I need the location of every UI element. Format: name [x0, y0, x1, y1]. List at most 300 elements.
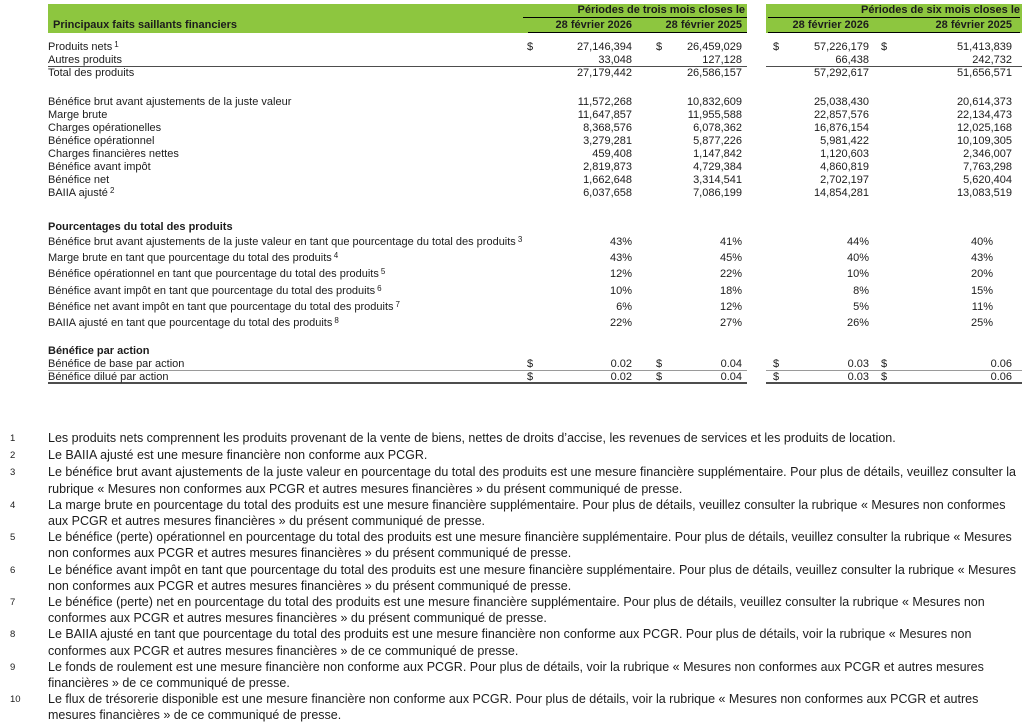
column-gap: [747, 299, 766, 315]
dollar-sign: [766, 315, 780, 331]
header-rule-six-months: [768, 17, 1020, 18]
cell-value: 57,292,617: [813, 67, 869, 79]
column-gap: [747, 148, 766, 161]
row-label-text: Autres produits: [48, 54, 122, 66]
dollar-sign: [766, 161, 780, 174]
cell-value: 8,368,576: [583, 122, 632, 134]
footnote-text: Le fonds de roulement est une mesure financière non conforme aux PCGR. Pour plus de détails, voir la rubrique « Mesures non conformes aux PCGR et autres mesures financières » de ce communiqué de presse.: [48, 659, 984, 691]
row-label: [48, 283, 520, 299]
dollar-sign: [632, 315, 662, 331]
footnote: [0, 447, 1022, 464]
cell-value: 11,647,857: [577, 109, 632, 121]
cell-value: 3,314,541: [693, 174, 742, 186]
dollar-sign: [869, 109, 899, 122]
row-label: [48, 174, 520, 187]
dollar-sign: [632, 266, 662, 282]
cell-value: 20%: [970, 268, 993, 281]
table-row: [48, 135, 1022, 148]
footnote: [0, 659, 1022, 691]
column-gap: [747, 67, 766, 80]
dollar-sign: [632, 54, 662, 67]
cell-value: 33,048: [534, 54, 632, 67]
cell-value: 22,857,576: [813, 109, 869, 121]
row-label-text: Charges financières nettes: [48, 148, 179, 160]
cell-value: [662, 345, 747, 358]
dollar-sign: [869, 122, 899, 135]
row-label-text: Bénéfice dilué par action: [48, 371, 169, 384]
dollar-sign: [632, 148, 662, 161]
dollar-sign: $: [527, 41, 534, 53]
cell-value: 5,620,404: [963, 174, 1012, 186]
column-gap: [747, 122, 766, 135]
footnote: [0, 529, 1022, 561]
cell-value: 12,025,168: [956, 122, 1012, 134]
dollar-sign: [632, 109, 662, 122]
cell-value: 3,279,281: [583, 135, 632, 147]
column-gap: [747, 358, 766, 371]
column-gap: [747, 187, 766, 200]
dollar-sign: $: [520, 358, 534, 371]
dollar-sign: [869, 266, 899, 282]
dollar-sign: [632, 161, 662, 174]
dollar-sign: [766, 135, 780, 148]
row-label-text: Bénéfice opérationnel: [48, 135, 155, 147]
table-row: [48, 54, 1022, 67]
dollar-sign: [766, 122, 780, 135]
dollar-sign: [869, 315, 899, 331]
dollar-sign: $: [766, 371, 780, 384]
dollar-sign: [632, 96, 662, 109]
cell-value: 6%: [616, 300, 632, 313]
table-row: [48, 266, 1022, 282]
table-row: [48, 187, 1022, 200]
dollar-sign: [632, 221, 662, 234]
cell-value: 4,860,819: [820, 161, 869, 173]
dollar-sign: [632, 122, 662, 135]
dollar-sign: [869, 283, 899, 299]
row-label-text: Pourcentages du total des produits: [48, 221, 233, 233]
column-gap: [747, 174, 766, 187]
section-header-row: [48, 345, 1022, 358]
column-gap: [747, 161, 766, 174]
dollar-sign: [869, 54, 899, 67]
dollar-sign: [869, 67, 899, 80]
row-label-text: Bénéfice brut avant ajustements de la juste valeur en tant que pourcentage du total des produits: [48, 236, 516, 248]
dollar-sign: [520, 266, 534, 282]
cell-value: 10%: [609, 284, 632, 297]
dollar-sign: [520, 109, 534, 122]
footnote-text: Le bénéfice (perte) opérationnel en pourcentage du total des produits est une mesure financière supplémentaire. Pour plus de détails, veuillez consulter la rubrique « Mesures non conformes aux PCGR et autres mesures financières » du présent communiqué de presse.: [48, 530, 1012, 561]
table-row: [48, 315, 1022, 331]
row-label-text: Marge brute: [48, 109, 108, 121]
cell-value: [662, 221, 747, 234]
column-header-h-2025: 28 février 2025: [935, 19, 1012, 31]
dollar-sign: [632, 135, 662, 148]
row-label: [48, 135, 520, 148]
footnote: [0, 430, 1022, 447]
dollar-sign: [520, 315, 534, 331]
cell-value: 51,656,571: [956, 67, 1012, 79]
row-label: [48, 187, 520, 200]
row-label-text: Bénéfice brut avant ajustements de la juste valeur: [48, 96, 292, 108]
dollar-sign: $: [632, 358, 662, 371]
cell-value: 40%: [970, 236, 993, 248]
dollar-sign: [766, 67, 780, 80]
footnote-reference: 1: [114, 40, 119, 49]
row-label: [48, 299, 520, 315]
dollar-sign: [520, 96, 534, 109]
cell-value: 41%: [719, 236, 742, 248]
footnote-reference: 4: [333, 251, 339, 261]
column-gap: [747, 109, 766, 122]
dollar-sign: $: [520, 371, 534, 384]
cell-value: 10%: [846, 268, 869, 281]
period-group-six-months: Périodes de six mois closes le: [861, 4, 1020, 16]
cell-value: 12%: [609, 268, 632, 281]
footnotes-section: [0, 430, 1022, 723]
cell-value: [899, 221, 1022, 234]
dollar-sign: [520, 67, 534, 80]
row-label: [48, 266, 520, 282]
footnote-text: Le flux de trésorerie disponible est une mesure financière non conforme aux PCGR. Pour plus de détails, voir la rubrique « Mesures non conformes aux PCGR et autres mesures financières » de ce communiqué de presse.: [48, 692, 979, 723]
column-header-h-2026: 28 février 2026: [792, 19, 869, 31]
cell-value: 7,763,298: [963, 161, 1012, 173]
cell-value: 45%: [719, 252, 742, 265]
dollar-sign: [869, 174, 899, 187]
dollar-sign: $: [869, 371, 899, 384]
row-label: [48, 161, 520, 174]
cell-value: 44%: [846, 236, 869, 248]
row-label-text: Bénéfice de base par action: [48, 358, 185, 371]
dollar-sign: [520, 187, 534, 200]
cell-value: [780, 345, 869, 358]
dollar-sign: [766, 283, 780, 299]
table-row: [48, 41, 1022, 54]
cell-value: 0.02: [534, 371, 632, 384]
dollar-sign: [632, 345, 662, 358]
column-gap: [747, 41, 766, 54]
cell-value: 5,981,422: [820, 135, 869, 147]
row-label: [48, 358, 520, 371]
cell-value: 0.06: [899, 358, 1022, 371]
cell-value: 0.06: [899, 371, 1022, 384]
cell-value: 8%: [853, 284, 869, 297]
table-row: [48, 299, 1022, 315]
cell-value: 16,876,154: [813, 122, 869, 134]
column-gap: [747, 234, 766, 250]
cell-value: 43%: [609, 252, 632, 265]
dollar-sign: [766, 234, 780, 250]
table-row: [48, 174, 1022, 187]
dollar-sign: $: [773, 41, 780, 53]
cell-value: 26%: [846, 316, 869, 329]
row-label: [48, 148, 520, 161]
financial-table-body: [48, 41, 1022, 384]
cell-value: 2,819,873: [583, 161, 632, 173]
column-header-q-2025: 28 février 2025: [665, 19, 742, 31]
cell-value: 0.02: [534, 358, 632, 371]
footnote-number: 6: [10, 564, 16, 576]
row-label-text: BAIIA ajusté en tant que pourcentage du total des produits: [48, 316, 333, 329]
table-row: [48, 109, 1022, 122]
footnote-reference: 7: [395, 299, 400, 309]
cell-value: 2,702,197: [820, 174, 869, 186]
cell-value: 12%: [719, 300, 742, 313]
table-row: [48, 96, 1022, 109]
footnote-number: 3: [10, 467, 16, 479]
cell-value: 0.03: [780, 358, 869, 371]
dollar-sign: [520, 221, 534, 234]
cell-value: 25%: [970, 316, 993, 329]
dollar-sign: [520, 250, 534, 266]
dollar-sign: [632, 67, 662, 80]
dollar-sign: [766, 250, 780, 266]
cell-value: 20,614,373: [956, 96, 1012, 108]
table-row: [48, 371, 1022, 384]
footnote-text: La marge brute en pourcentage du total des produits est une mesure financière supplémentaire. Pour plus de détails, veuillez consulter la rubrique « Mesures non conformes aux PCGR et autres mesures financières » du présent communiqué de presse.: [48, 497, 1006, 529]
row-label-text: Bénéfice par action: [48, 345, 150, 358]
footnote-reference: 2: [109, 186, 115, 195]
table-title: Principaux faits saillants financiers: [53, 19, 238, 31]
footnote: [0, 562, 1022, 594]
dollar-sign: [766, 109, 780, 122]
cell-value: 26,459,029: [686, 41, 742, 53]
dollar-sign: [766, 221, 780, 234]
cell-value: 14,854,281: [813, 187, 869, 199]
column-gap: [747, 266, 766, 282]
cell-value: 1,120,603: [820, 148, 869, 160]
dollar-sign: [520, 135, 534, 148]
section-header-row: [48, 221, 1022, 234]
column-header-q-2026: 28 février 2026: [555, 19, 632, 31]
dollar-sign: [869, 345, 899, 358]
footnote-reference: 6: [377, 283, 382, 293]
row-label-text: Produits nets: [48, 41, 113, 53]
row-label-text: Bénéfice opérationnel en tant que pourcentage du total des produits: [48, 268, 379, 281]
footnote-reference: 3: [517, 235, 523, 244]
footnote-reference: 5: [380, 267, 386, 277]
table-row: [48, 148, 1022, 161]
footnote-text: Le bénéfice brut avant ajustements de la juste valeur en pourcentage du total des produits est une mesure financière supplémentaire. Pour plus de détails, veuillez consulter la rubrique « Mesures non conformes aux PCGR et autres mesures financières » du présent communiqué de presse.: [48, 465, 1016, 496]
cell-value: [534, 345, 632, 358]
cell-value: 57,226,179: [813, 41, 869, 53]
cell-value: 43%: [609, 236, 632, 248]
cell-value: 40%: [846, 252, 869, 265]
row-label-text: BAIIA ajusté: [48, 187, 108, 199]
column-gap: [747, 345, 766, 358]
header-rule-three-months: [523, 17, 747, 18]
cell-value: 43%: [970, 252, 993, 265]
footnote-text: Le bénéfice avant impôt en tant que pourcentage du total des produits est une mesure financière supplémentaire. Pour plus de détails, veuillez consulter la rubrique « Mesures non conformes aux PCGR et autres mesures financières » du présent communiqué de presse.: [48, 562, 1016, 593]
dollar-sign: [869, 187, 899, 200]
dollar-sign: [869, 148, 899, 161]
row-label: [48, 345, 520, 358]
row-label: [48, 221, 520, 234]
cell-value: 0.03: [780, 371, 869, 384]
dollar-sign: [520, 148, 534, 161]
row-label: [48, 67, 520, 80]
row-label: [48, 96, 520, 109]
dollar-sign: [632, 234, 662, 250]
table-row: [48, 67, 1022, 80]
cell-value: 27,179,442: [576, 67, 632, 79]
dollar-sign: [632, 187, 662, 200]
dollar-sign: [517, 234, 534, 250]
dollar-sign: [632, 250, 662, 266]
row-label: [48, 122, 520, 135]
cell-value: 6,078,362: [693, 122, 742, 134]
row-label: [48, 41, 520, 54]
cell-value: 242,732: [899, 54, 1022, 67]
cell-value: 2,346,007: [963, 148, 1012, 160]
dollar-sign: $: [656, 41, 663, 53]
column-gap: [747, 250, 766, 266]
cell-value: 10,109,305: [956, 135, 1012, 147]
dollar-sign: $: [869, 358, 899, 371]
dollar-sign: [520, 174, 534, 187]
dollar-sign: $: [766, 358, 780, 371]
cell-value: 18%: [719, 284, 742, 297]
column-gap: [747, 283, 766, 299]
dollar-sign: [869, 135, 899, 148]
footnote-text: Les produits nets comprennent les produits provenant de la vente de biens, nettes de droits d’accise, les revenues de services et les produits de location.: [48, 431, 896, 445]
dollar-sign: [766, 54, 780, 67]
footnote-number: 1: [10, 433, 16, 444]
cell-value: 7,086,199: [693, 187, 742, 199]
cell-value: 5%: [853, 300, 869, 313]
footnote: [0, 497, 1022, 529]
dollar-sign: [520, 54, 534, 67]
cell-value: 25,038,430: [813, 96, 869, 108]
cell-value: [780, 221, 869, 234]
row-label-text: Bénéfice avant impôt en tant que pourcentage du total des produits: [48, 284, 376, 297]
row-label: [48, 234, 523, 250]
cell-value: 1,662,648: [583, 174, 632, 186]
footnote-number: 8: [10, 629, 16, 641]
column-gap: [747, 371, 766, 384]
dollar-sign: [632, 174, 662, 187]
cell-value: 11,955,588: [687, 109, 742, 121]
row-label-text: Charges opérationelles: [48, 122, 162, 134]
cell-value: 22,134,473: [956, 109, 1012, 121]
table-row: [48, 250, 1022, 266]
cell-value: 51,413,839: [956, 41, 1012, 53]
dollar-sign: [766, 96, 780, 109]
footnote-number: 4: [10, 499, 16, 511]
column-gap: [747, 135, 766, 148]
dollar-sign: [869, 234, 899, 250]
cell-value: 22%: [609, 316, 632, 329]
table-row: [48, 122, 1022, 135]
table-row: [48, 234, 1022, 250]
row-label-text: Total des produits: [48, 67, 135, 79]
cell-value: 0.04: [662, 371, 747, 384]
dollar-sign: [869, 96, 899, 109]
footnote-text: Le BAIIA ajusté en tant que pourcentage du total des produits est une mesure financière non conforme aux PCGR. Pour plus de détails, voir la rubrique « Mesures non conformes aux PCGR et autres mesures financières » de ce communiqué de presse.: [48, 627, 972, 658]
cell-value: 6,037,658: [583, 187, 632, 199]
row-label-text: Bénéfice avant impôt: [48, 161, 151, 173]
footnote-reference: 8: [334, 315, 339, 325]
period-group-three-months: Périodes de trois mois closes le: [577, 4, 745, 16]
dollar-sign: [520, 345, 534, 358]
row-label: [48, 109, 520, 122]
dollar-sign: [766, 187, 780, 200]
column-gap: [747, 315, 766, 331]
cell-value: 27,146,394: [576, 41, 632, 53]
footnote-number: 5: [10, 532, 16, 544]
row-label: [48, 54, 520, 67]
dollar-sign: [766, 266, 780, 282]
dollar-sign: [520, 299, 534, 315]
dollar-sign: $: [881, 41, 888, 53]
cell-value: 11%: [971, 300, 993, 313]
dollar-sign: [869, 299, 899, 315]
cell-value: 10,832,609: [686, 96, 742, 108]
cell-value: 4,729,384: [693, 161, 742, 173]
column-gap: [747, 221, 766, 234]
dollar-sign: [520, 161, 534, 174]
cell-value: [899, 345, 1022, 358]
dollar-sign: [632, 283, 662, 299]
column-gap: [747, 96, 766, 109]
row-label: [48, 250, 520, 266]
footnote-text: Le bénéfice (perte) net en pourcentage du total des produits est une mesure financière supplémentaire. Pour plus de détails, veuillez consulter la rubrique « Mesures non conformes aux PCGR et autres mesures financières » du présent communiqué de presse.: [48, 595, 985, 626]
row-label-text: Bénéfice net avant impôt en tant que pourcentage du total des produits: [48, 300, 394, 313]
dollar-sign: [520, 122, 534, 135]
dollar-sign: [869, 161, 899, 174]
footnote: [0, 626, 1022, 658]
dollar-sign: [766, 299, 780, 315]
table-row: [48, 161, 1022, 174]
cell-value: [534, 221, 632, 234]
footnote-number: 9: [10, 661, 16, 673]
table-row: [48, 283, 1022, 299]
dollar-sign: [766, 174, 780, 187]
footnote: [0, 594, 1022, 626]
footnote: [0, 691, 1022, 723]
cell-value: 11,572,268: [577, 96, 632, 108]
dollar-sign: [632, 299, 662, 315]
cell-value: 127,128: [662, 54, 747, 67]
cell-value: 0.04: [662, 358, 747, 371]
table-row: [48, 358, 1022, 371]
footnote-number: 10: [10, 694, 21, 706]
row-label: [48, 315, 520, 331]
row-label-text: Bénéfice net: [48, 174, 110, 186]
cell-value: 459,408: [592, 148, 632, 160]
footnote-text: Le BAIIA ajusté est une mesure financière non conforme aux PCGR.: [48, 448, 428, 463]
cell-value: 26,586,157: [686, 67, 742, 79]
dollar-sign: [520, 283, 534, 299]
row-label: [48, 371, 520, 384]
dollar-sign: [766, 345, 780, 358]
cell-value: 66,438: [780, 54, 869, 67]
cell-value: 5,877,226: [693, 135, 742, 147]
cell-value: 27%: [719, 316, 742, 329]
dollar-sign: $: [632, 371, 662, 384]
cell-value: 1,147,842: [693, 148, 742, 160]
row-label-text: Marge brute en tant que pourcentage du total des produits: [48, 252, 332, 265]
cell-value: 13,083,519: [956, 187, 1012, 199]
footnote-number: 7: [10, 597, 16, 609]
footnote: [0, 464, 1022, 496]
dollar-sign: [869, 250, 899, 266]
dollar-sign: [869, 221, 899, 234]
cell-value: 15%: [970, 284, 993, 297]
dollar-sign: [766, 148, 780, 161]
column-gap: [747, 54, 766, 67]
cell-value: 22%: [719, 268, 742, 281]
